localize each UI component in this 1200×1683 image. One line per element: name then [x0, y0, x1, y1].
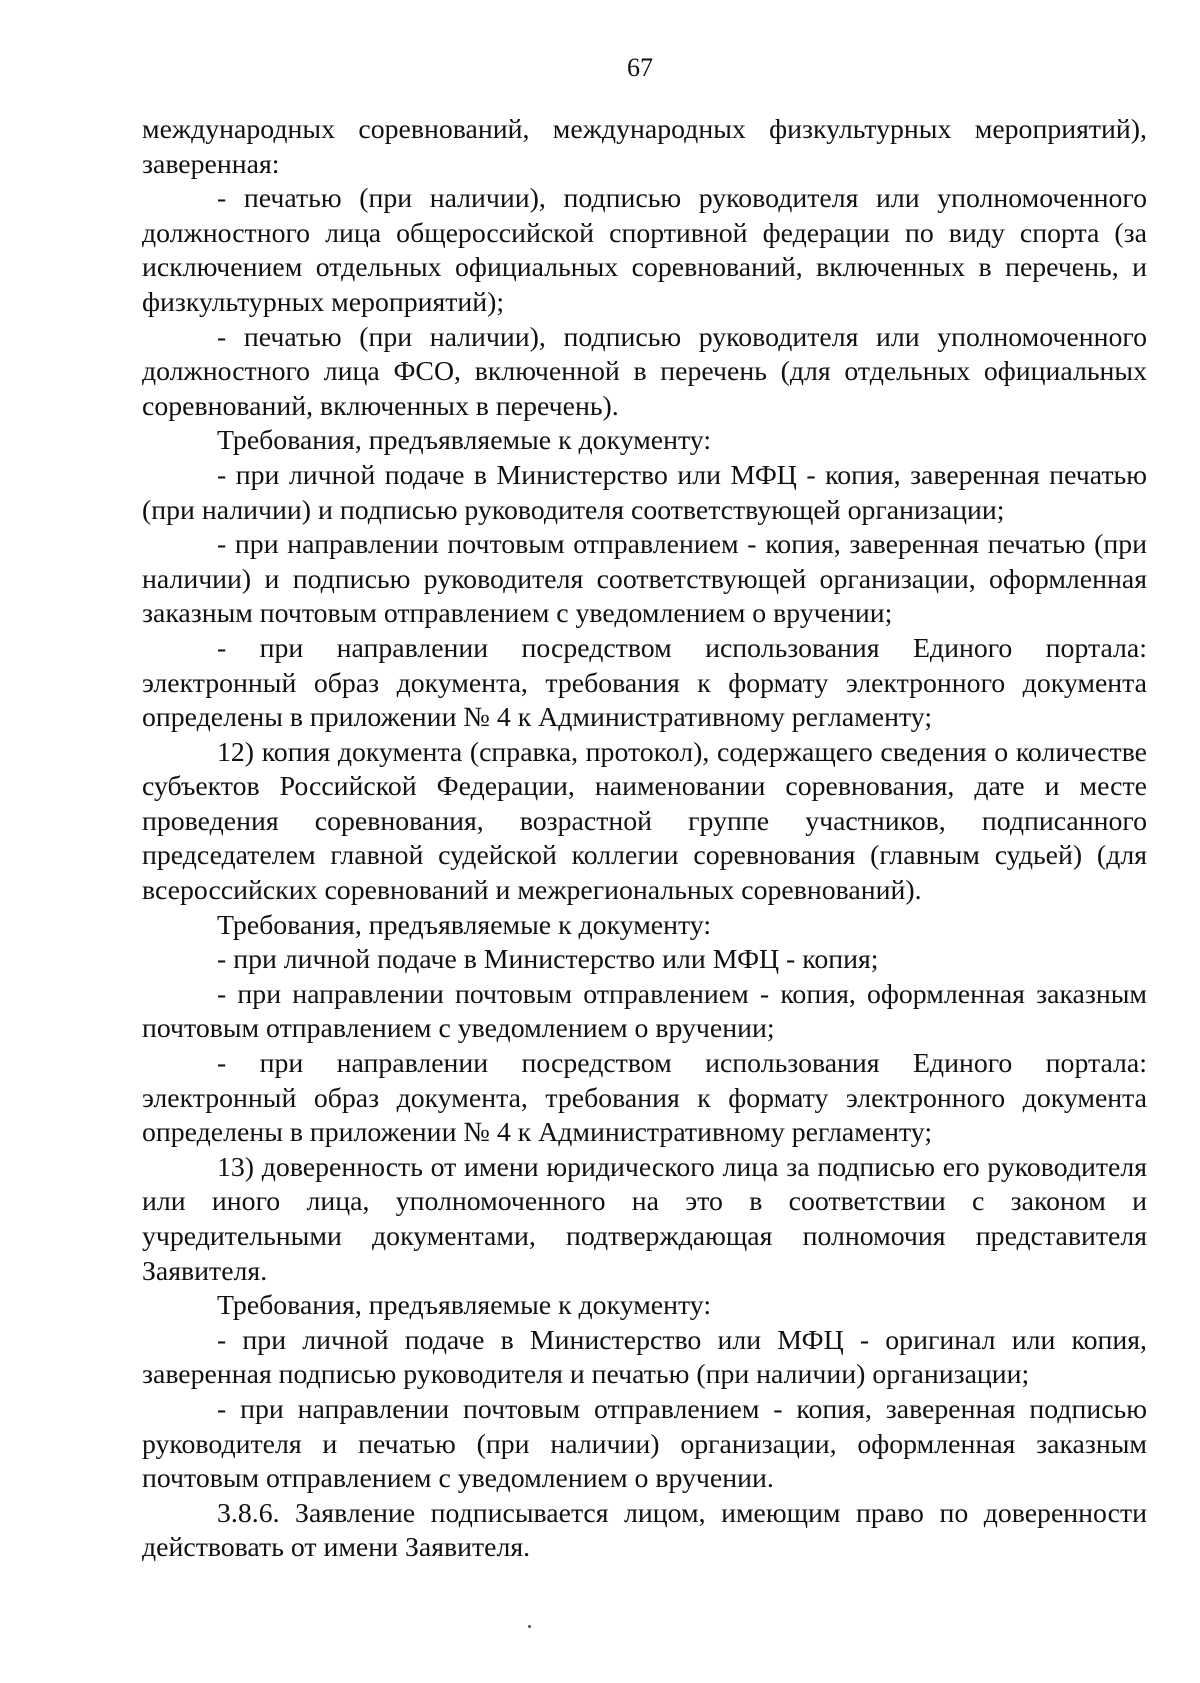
paragraph: 13) доверенность от имени юридического лица за подписью его руководителя или иного лица, уполномоченного на это в соответствии с законом и учредительными документами, подтверждающая полномочия представителя Заявителя. [142, 1151, 1147, 1287]
document-body [142, 113, 1147, 1566]
paragraph: - при личной подаче в Министерство или МФЦ - оригинал или копия, заверенная подписью руководителя и печатью (при наличии) организации; [142, 1324, 1147, 1391]
paragraph: - при личной подаче в Министерство или МФЦ - копия, заверенная печатью (при наличии) и подписью руководителя соответствующей организации; [142, 459, 1147, 526]
paragraph: Требования, предъявляемые к документу: [217, 1290, 712, 1322]
paragraph: - при направлении почтовым отправлением - копия, заверенная печатью (при наличии) и подписью руководителя соответствующей организации, оформленная заказным почтовым отправлением с уведомлением о вручении; [142, 529, 1147, 630]
paragraph: - печатью (при наличии), подписью руководителя или уполномоченного должностного лица ФСО, включенной в перечень (для отдельных официальных соревнований, включенных в перечень). [142, 321, 1147, 422]
scan-speck [528, 1625, 531, 1628]
paragraph: - при личной подаче в Министерство или МФЦ - копия; [217, 944, 879, 976]
paragraph: - печатью (при наличии), подписью руководителя или уполномоченного должностного лица общероссийской спортивной федерации по виду спорта (за исключением отдельных официальных соревнований, включенных в перечень, и физкультурных мероприятий); [142, 183, 1147, 318]
paragraph: 3.8.6. Заявление подписывается лицом, имеющим право по доверенности действовать от имени Заявителя. [142, 1497, 1147, 1564]
paragraph: международных соревнований, международных физкультурных мероприятий), заверенная: [142, 114, 1147, 180]
page-number: 67 [627, 53, 653, 82]
paragraph: - при направлении посредством использования Единого портала: электронный образ документа, требования к формату электронного документа определены в приложении № 4 к Административному регламенту; [142, 1048, 1147, 1149]
paragraph: Требования, предъявляемые к документу: [217, 909, 712, 941]
paragraph: Требования, предъявляемые к документу: [217, 425, 712, 457]
paragraph: - при направлении почтовым отправлением - копия, заверенная подписью руководителя и печатью (при наличии) организации, оформленная заказным почтовым отправлением с уведомлением о вручении. [142, 1393, 1147, 1495]
paragraph: - при направлении посредством использования Единого портала: электронный образ документа, требования к формату электронного документа определены в приложении № 4 к Административному регламенту; [142, 632, 1147, 734]
paragraph: 12) копия документа (справка, протокол), содержащего сведения о количестве субъектов Российской Федерации, наименовании соревнования, дате и месте проведения соревнования, возрастной группе участников, подписанного председателем главной судейской коллегии соревнования (главным судьей) (для всероссийских соревнований и межрегиональных соревнований). [142, 736, 1147, 907]
paragraph: - при направлении почтовым отправлением - копия, оформленная заказным почтовым отправлением с уведомлением о вручении; [142, 978, 1147, 1045]
